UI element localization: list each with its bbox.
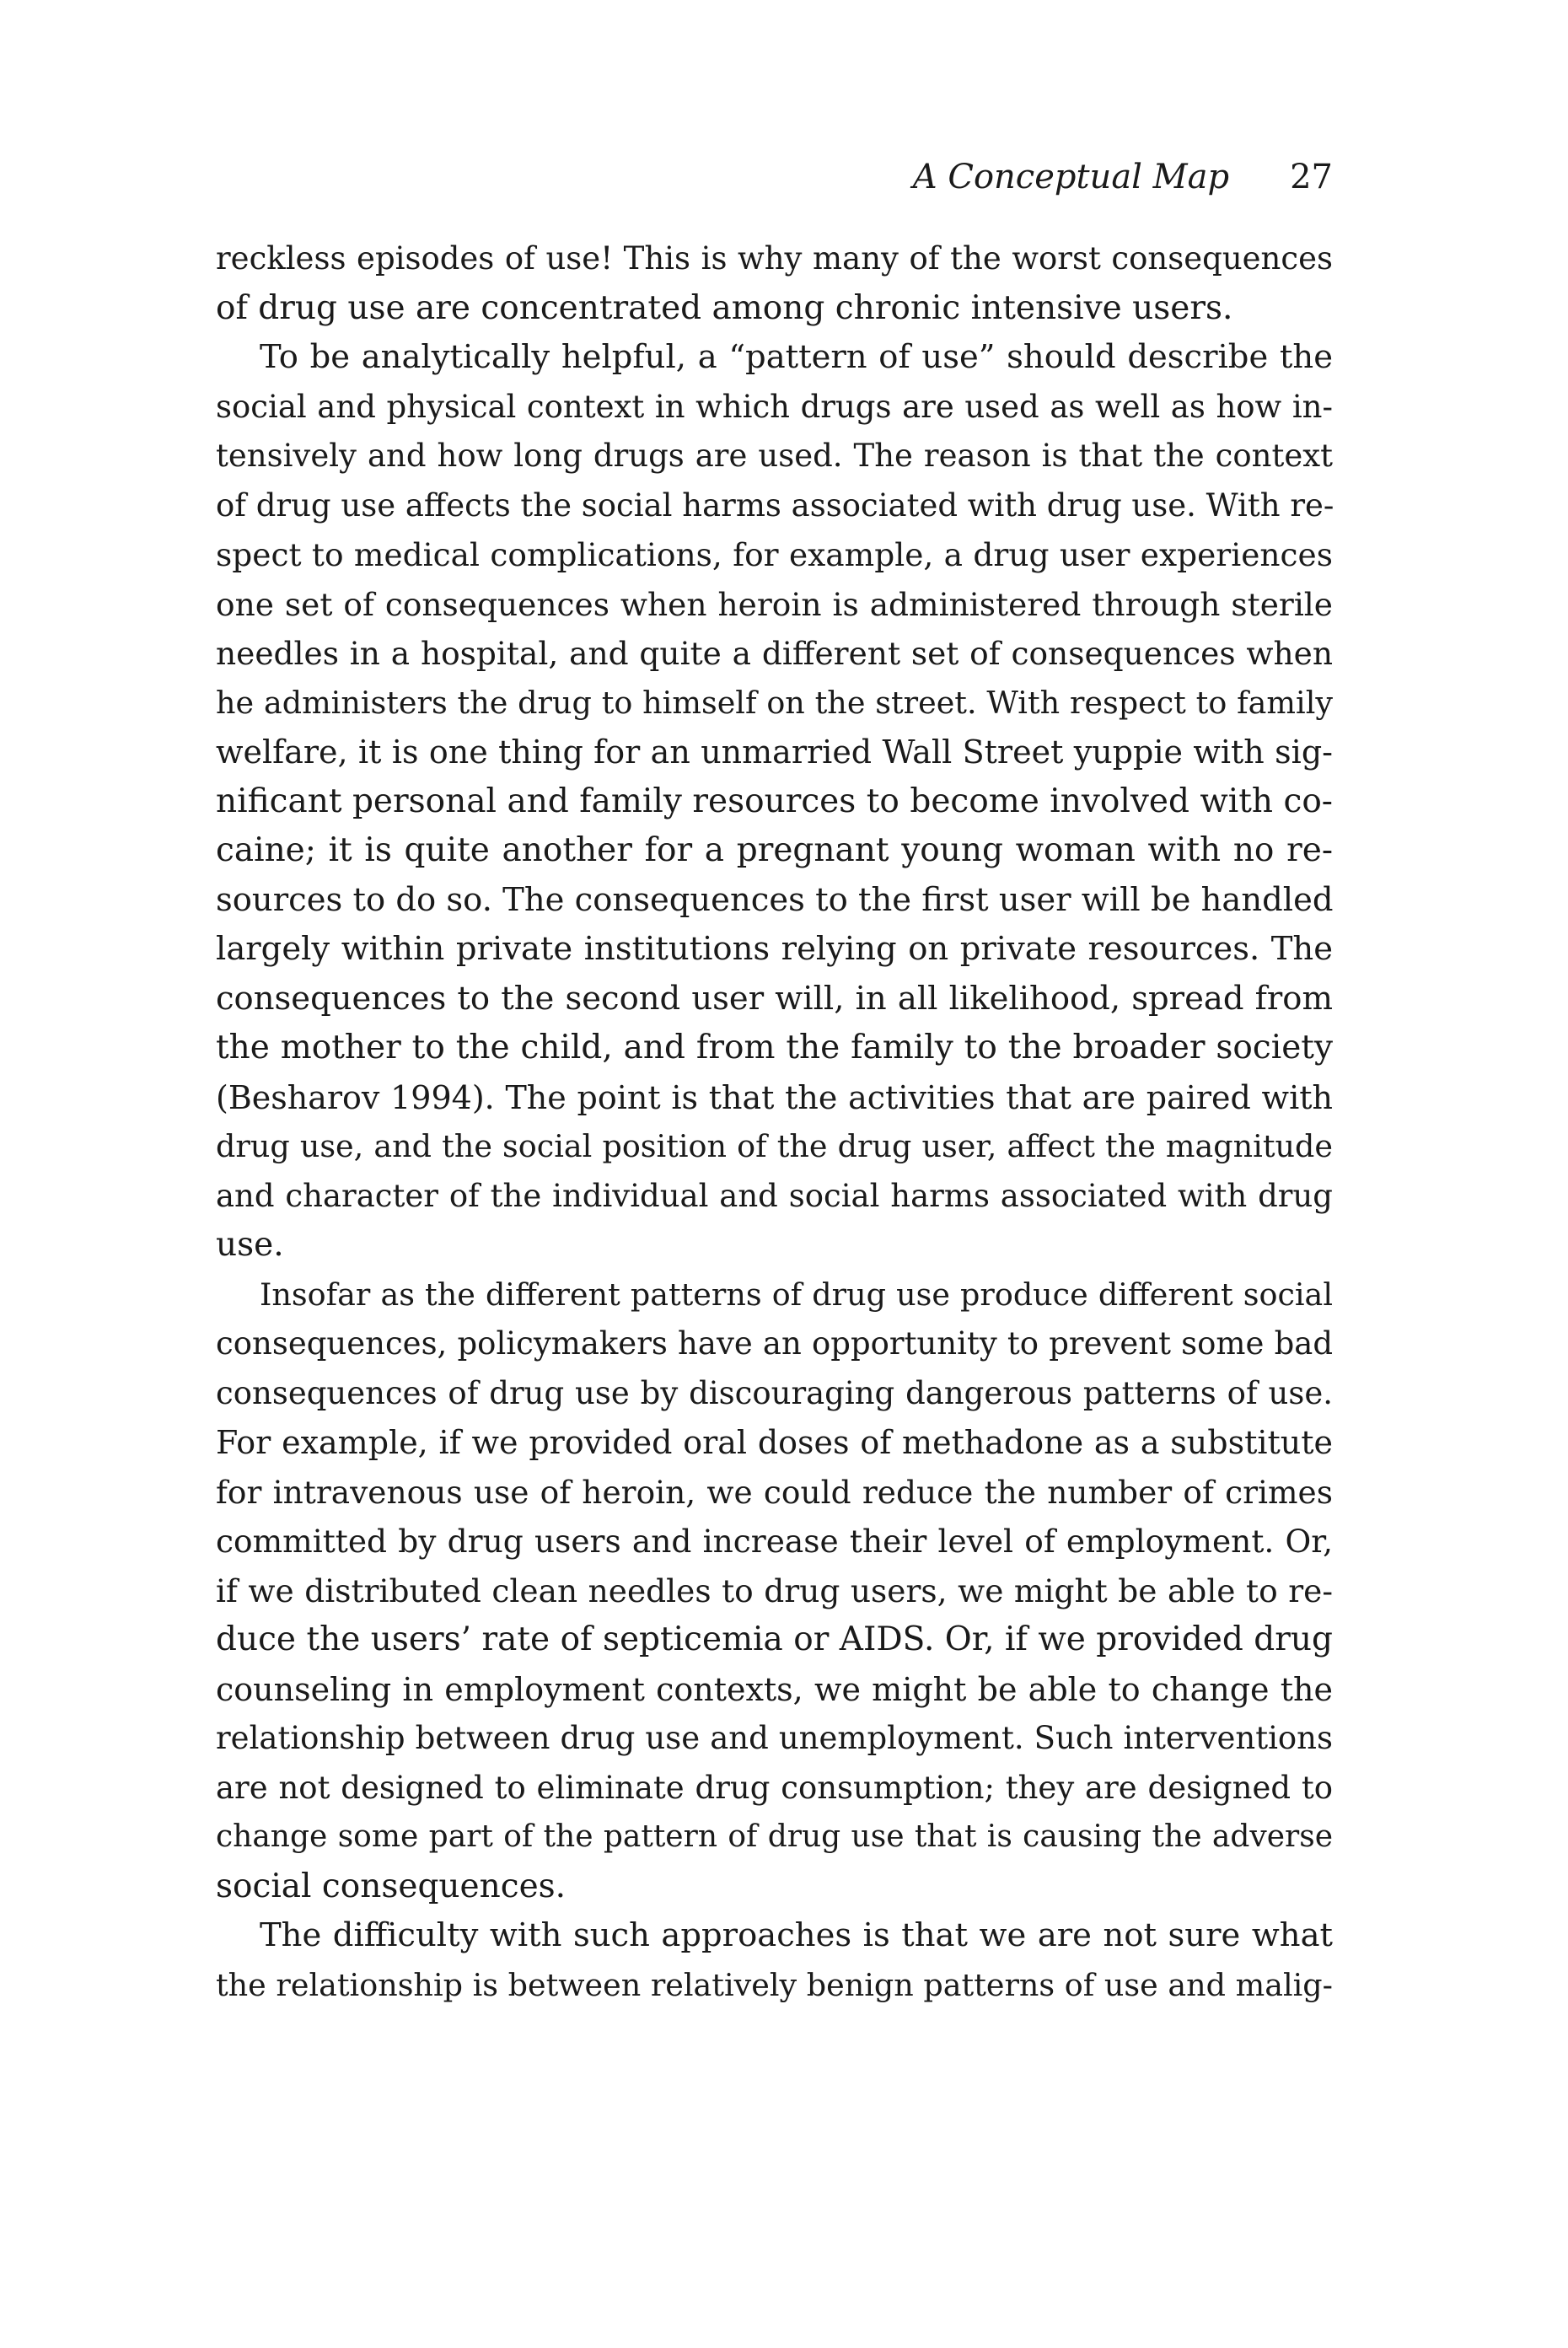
text-line: social and physical context in which drugs are used as well as how in- bbox=[216, 388, 1333, 425]
page-number: 27 bbox=[1290, 158, 1333, 196]
text-line: use. bbox=[216, 1226, 284, 1264]
text-line: welfare, it is one thing for an unmarried Wall Street yuppie with sig- bbox=[216, 733, 1333, 771]
running-head bbox=[216, 152, 1333, 202]
text-line: the relationship is between relatively benign patterns of use and malig- bbox=[216, 1966, 1333, 2003]
text-line: The difficulty with such approaches is that we are not sure what bbox=[260, 1916, 1333, 1954]
text-line: caine; it is quite another for a pregnant young woman with no re- bbox=[216, 831, 1333, 869]
text-line: needles in a hospital, and quite a different set of consequences when bbox=[216, 635, 1333, 672]
text-line: counseling in employment contexts, we might be able to change the bbox=[216, 1670, 1333, 1708]
text-line: tensively and how long drugs are used. The reason is that the context bbox=[216, 438, 1333, 474]
text-line: are not designed to eliminate drug consumption; they are designed to bbox=[216, 1769, 1333, 1806]
text-line: consequences, policymakers have an opportunity to prevent some bad bbox=[216, 1325, 1333, 1362]
text-line: one set of consequences when heroin is administered through sterile bbox=[216, 585, 1333, 623]
running-head-title: A Conceptual Map bbox=[912, 158, 1230, 196]
text-line: To be analytically helpful, a “pattern of use” should describe the bbox=[260, 338, 1333, 376]
text-line: spect to medical complications, for example, a drug user experiences bbox=[216, 536, 1333, 573]
text-line: the mother to the child, and from the family to the broader society bbox=[216, 1029, 1333, 1067]
text-line: For example, if we provided oral doses of methadone as a substitute bbox=[216, 1424, 1333, 1461]
text-line: change some part of the pattern of drug use that is causing the adverse bbox=[216, 1819, 1333, 1854]
text-line: committed by drug users and increase their level of employment. Or, bbox=[216, 1523, 1333, 1560]
text-line: reckless episodes of use! This is why many of the worst consequences bbox=[216, 240, 1333, 277]
text-line: duce the users’ rate of septicemia or AIDS. Or, if we provided drug bbox=[216, 1620, 1333, 1658]
text-line: sources to do so. The consequences to the first user will be handled bbox=[216, 880, 1334, 919]
text-line: nificant personal and family resources to become involved with co- bbox=[216, 782, 1333, 820]
text-line: drug use, and the social position of the drug user, affect the magnitude bbox=[216, 1128, 1333, 1164]
text-line: consequences of drug use by discouraging dangerous patterns of use. bbox=[216, 1374, 1333, 1411]
text-line: if we distributed clean needles to drug users, we might be able to re- bbox=[216, 1572, 1333, 1609]
text-line: of drug use are concentrated among chronic intensive users. bbox=[216, 288, 1233, 327]
body-text bbox=[216, 234, 1333, 2010]
text-line: and character of the individual and social harms associated with drug bbox=[216, 1177, 1333, 1214]
text-line: for intravenous use of heroin, we could reduce the number of crimes bbox=[216, 1473, 1333, 1511]
text-line: relationship between drug use and unemployment. Such interventions bbox=[216, 1720, 1333, 1756]
text-line: (Besharov 1994). The point is that the activities that are paired with bbox=[216, 1078, 1333, 1116]
text-line: he administers the drug to himself on the street. With respect to family bbox=[216, 684, 1333, 721]
text-line: of drug use affects the social harms associated with drug use. With re- bbox=[216, 486, 1334, 524]
text-line: social consequences. bbox=[216, 1867, 567, 1905]
text-line: consequences to the second user will, in all likelihood, spread from bbox=[216, 979, 1333, 1018]
text-line: Insofar as the different patterns of drug use produce different social bbox=[260, 1276, 1333, 1313]
text-line: largely within private institutions relying on private resources. The bbox=[216, 930, 1333, 968]
